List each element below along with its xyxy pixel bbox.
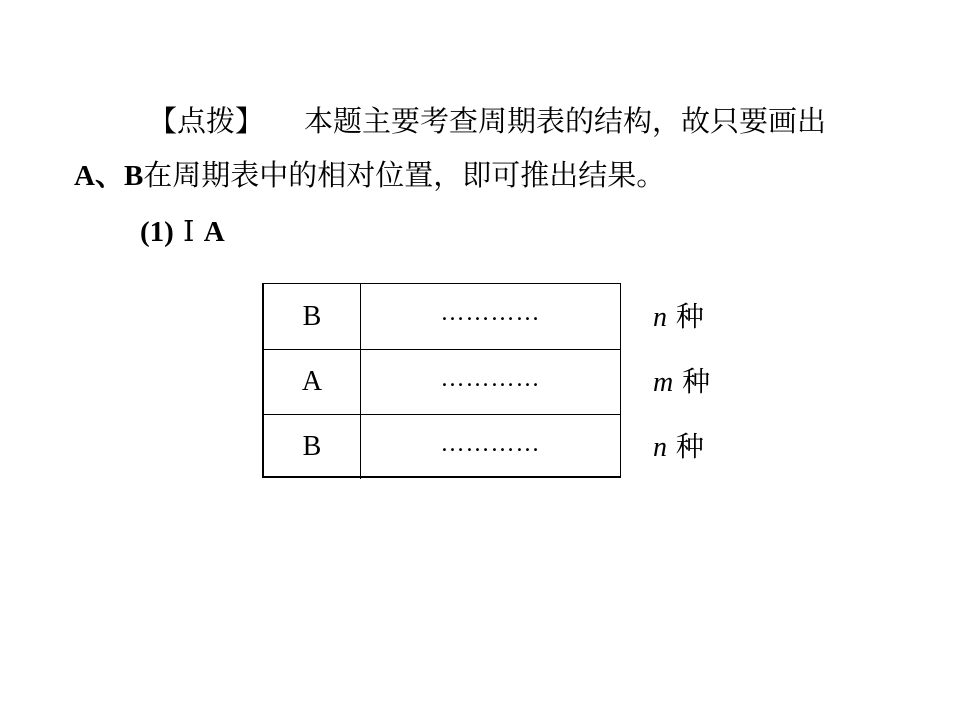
paragraph-line-2 [74, 157, 665, 194]
answer-roman: Ⅰ [183, 214, 195, 248]
count-unit: 种 [682, 365, 711, 398]
paragraph-line-1 [148, 103, 826, 139]
row-dots: ………… [440, 430, 541, 457]
line2-bold-prefix: A、B [74, 160, 144, 192]
row-label: B [264, 415, 361, 479]
periodic-table-diagram [262, 283, 621, 478]
count-unit: 种 [675, 300, 704, 333]
row-label: A [264, 350, 361, 414]
count-unit: 种 [675, 430, 704, 463]
row-dots: ………… [440, 300, 541, 326]
hint-label: 【点拨】 [148, 104, 265, 138]
line2-text: 在周期表中的相对位置，即可推出结果。 [143, 158, 666, 192]
row-count-label [653, 429, 704, 466]
row-count-label [653, 364, 710, 401]
answer-letter: A [203, 216, 225, 248]
row-dots: ………… [440, 365, 541, 392]
table-row [264, 349, 620, 414]
count-var: m [653, 367, 674, 398]
table-row [264, 284, 620, 349]
row-label: B [264, 284, 361, 349]
count-var: n [653, 302, 667, 333]
row-count-label [653, 299, 704, 336]
count-var: n [653, 432, 667, 463]
line1-text: 本题主要考查周期表的结构，故只要画出 [304, 104, 827, 138]
table-row [264, 414, 620, 479]
answer-number: (1) [140, 216, 174, 248]
answer-line [140, 213, 225, 250]
